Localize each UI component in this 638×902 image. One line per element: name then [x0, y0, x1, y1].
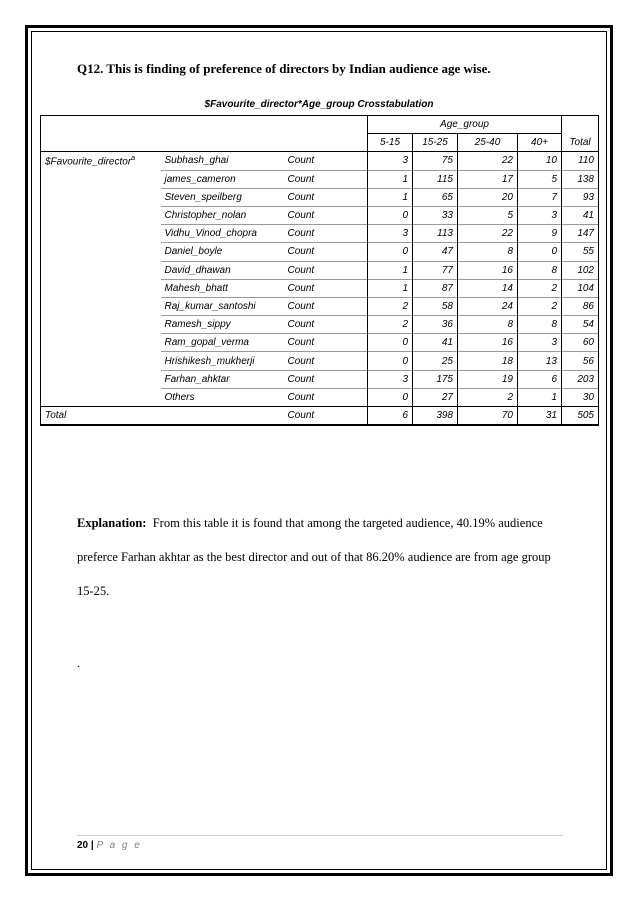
count-cell: 87	[413, 279, 458, 297]
page-number: 20	[77, 840, 89, 851]
count-cell: 55	[562, 243, 599, 261]
row-variable-blank	[41, 388, 161, 406]
count-cell: 54	[562, 316, 599, 334]
table-row	[41, 261, 599, 279]
director-label: Ramesh_sippy	[161, 316, 284, 334]
page-footer	[77, 840, 142, 851]
total-cell: 31	[518, 407, 562, 425]
count-cell: 22	[458, 225, 518, 243]
count-cell: 102	[562, 261, 599, 279]
director-label: Others	[161, 388, 284, 406]
count-cell: 3	[518, 334, 562, 352]
statistic-label: Count	[284, 206, 368, 224]
count-cell: 30	[562, 388, 599, 406]
count-cell: 36	[413, 316, 458, 334]
count-cell: 8	[518, 316, 562, 334]
count-cell: 10	[518, 152, 562, 170]
table-row	[41, 334, 599, 352]
table-row	[41, 170, 599, 188]
row-variable-blank	[41, 370, 161, 388]
footer-divider	[77, 835, 563, 836]
statistic-label: Count	[284, 352, 368, 370]
count-cell: 3	[368, 225, 413, 243]
count-cell: 47	[413, 243, 458, 261]
count-cell: 0	[368, 206, 413, 224]
count-cell: 1	[518, 388, 562, 406]
statistic-label: Count	[287, 155, 315, 167]
header-blank	[41, 116, 368, 134]
statistic-label: Count	[284, 370, 368, 388]
column-header: 25-40	[458, 134, 518, 152]
count-cell: 0	[368, 388, 413, 406]
count-cell: 115	[413, 170, 458, 188]
table-row	[41, 152, 599, 170]
statistic-label: Count	[284, 297, 368, 315]
explanation-paragraph	[77, 506, 567, 608]
count-cell: 7	[518, 188, 562, 206]
count-cell: 14	[458, 279, 518, 297]
count-cell: 3	[368, 370, 413, 388]
table-row	[41, 388, 599, 406]
count-cell: 138	[562, 170, 599, 188]
count-cell: 77	[413, 261, 458, 279]
statistic-label: Count	[284, 243, 368, 261]
count-cell: 93	[562, 188, 599, 206]
count-cell: 86	[562, 297, 599, 315]
count-cell: 75	[413, 152, 458, 170]
column-header: 40+	[518, 134, 562, 152]
count-cell: 3	[368, 152, 413, 170]
statistic-label: Count	[284, 261, 368, 279]
row-variable-blank	[41, 261, 161, 279]
count-cell: 0	[368, 334, 413, 352]
row-variable-blank	[41, 279, 161, 297]
explanation-text: From this table it is found that among the targeted audience, 40.19% audience preferce Farhan akhtar as the best director and out of that 86.20% audience are from age group 15-25.	[77, 516, 551, 598]
count-cell: 56	[562, 352, 599, 370]
count-cell: 175	[413, 370, 458, 388]
count-cell: 41	[413, 334, 458, 352]
director-label: Raj_kumar_santoshi	[161, 297, 284, 315]
page-label: P a g e	[96, 840, 142, 851]
count-cell: 17	[458, 170, 518, 188]
row-variable-blank	[41, 225, 161, 243]
count-cell: 20	[458, 188, 518, 206]
table-row	[41, 370, 599, 388]
row-variable-name: $Favourite_director	[45, 156, 132, 168]
director-label: Christopher_nolan	[161, 206, 284, 224]
count-cell: 5	[458, 206, 518, 224]
age-group-header: Age_group	[368, 116, 562, 134]
count-cell: 110	[562, 152, 599, 170]
count-cell: 8	[518, 261, 562, 279]
count-cell: 9	[518, 225, 562, 243]
count-cell: 41	[562, 206, 599, 224]
row-variable-blank	[41, 170, 161, 188]
count-cell: 5	[518, 170, 562, 188]
row-variable-blank	[41, 334, 161, 352]
count-cell: 60	[562, 334, 599, 352]
statistic-label: Count	[284, 334, 368, 352]
table-row	[41, 243, 599, 261]
header-blank-2	[41, 134, 368, 152]
header-blank-total	[562, 116, 599, 134]
statistic-label: Count	[284, 388, 368, 406]
row-variable-blank	[41, 316, 161, 334]
column-header: Total	[562, 134, 599, 152]
count-cell: 16	[458, 334, 518, 352]
count-cell: 1	[368, 279, 413, 297]
statistic-label: Count	[284, 407, 368, 425]
director-label: Vidhu_Vinod_chopra	[161, 225, 284, 243]
director-label: Daniel_boyle	[161, 243, 284, 261]
count-cell: 1	[368, 261, 413, 279]
total-row	[41, 407, 599, 425]
statistic-label: Count	[284, 188, 368, 206]
trailing-mark: .	[77, 656, 80, 670]
director-label: Mahesh_bhatt	[161, 279, 284, 297]
row-variable-blank	[41, 243, 161, 261]
row-variable-footnote: a	[131, 155, 136, 163]
count-cell: 58	[413, 297, 458, 315]
table-row	[41, 279, 599, 297]
count-cell: 16	[458, 261, 518, 279]
total-cell: 505	[562, 407, 599, 425]
table-row	[41, 352, 599, 370]
statistic-label: Count	[284, 225, 368, 243]
row-variable-blank	[41, 206, 161, 224]
column-header: 5-15	[368, 134, 413, 152]
count-cell: 2	[518, 279, 562, 297]
total-cell: 398	[413, 407, 458, 425]
question-heading: Q12. This is finding of preference of directors by Indian audience age wise.	[77, 61, 491, 76]
count-cell: 24	[458, 297, 518, 315]
statistic-label: Count	[284, 170, 368, 188]
count-cell: 25	[413, 352, 458, 370]
count-cell: 6	[518, 370, 562, 388]
table-row	[41, 297, 599, 315]
director-label: David_dhawan	[161, 261, 284, 279]
row-variable-label	[41, 152, 161, 170]
table-row	[41, 225, 599, 243]
count-cell: 2	[518, 297, 562, 315]
column-header: 15-25	[413, 134, 458, 152]
table-row	[41, 188, 599, 206]
count-cell: 2	[368, 297, 413, 315]
count-cell: 65	[413, 188, 458, 206]
count-cell: 0	[368, 352, 413, 370]
count-cell: 27	[413, 388, 458, 406]
count-cell: 22	[458, 152, 518, 170]
total-cell: 70	[458, 407, 518, 425]
table-row	[41, 206, 599, 224]
count-cell: 2	[368, 316, 413, 334]
count-cell: 1	[368, 188, 413, 206]
explanation-lead: Explanation:	[77, 516, 147, 530]
count-cell: 33	[413, 206, 458, 224]
total-cell: 6	[368, 407, 413, 425]
statistic-label: Count	[284, 316, 368, 334]
row-variable-blank	[41, 297, 161, 315]
count-cell: 19	[458, 370, 518, 388]
director-label: james_cameron	[161, 170, 284, 188]
director-label: Subhash_ghai	[164, 155, 229, 167]
count-cell: 3	[518, 206, 562, 224]
footer-separator: |	[90, 840, 94, 851]
count-cell: 147	[562, 225, 599, 243]
row-variable-blank	[41, 188, 161, 206]
crosstab-table	[40, 115, 599, 426]
table-row	[41, 316, 599, 334]
count-cell: 0	[518, 243, 562, 261]
director-label: Farhan_ahktar	[161, 370, 284, 388]
count-cell: 2	[458, 388, 518, 406]
director-label: Steven_speilberg	[161, 188, 284, 206]
count-cell: 1	[368, 170, 413, 188]
row-variable-blank	[41, 352, 161, 370]
count-cell: 113	[413, 225, 458, 243]
crosstab-title: $Favourite_director*Age_group Crosstabulation	[204, 99, 434, 110]
count-cell: 203	[562, 370, 599, 388]
total-label: Total	[41, 407, 284, 425]
statistic-label: Count	[284, 279, 368, 297]
count-cell: 0	[368, 243, 413, 261]
count-cell: 8	[458, 243, 518, 261]
director-label: Hrishikesh_mukherji	[161, 352, 284, 370]
count-cell: 18	[458, 352, 518, 370]
count-cell: 8	[458, 316, 518, 334]
count-cell: 104	[562, 279, 599, 297]
count-cell: 13	[518, 352, 562, 370]
director-label: Ram_gopal_verma	[161, 334, 284, 352]
